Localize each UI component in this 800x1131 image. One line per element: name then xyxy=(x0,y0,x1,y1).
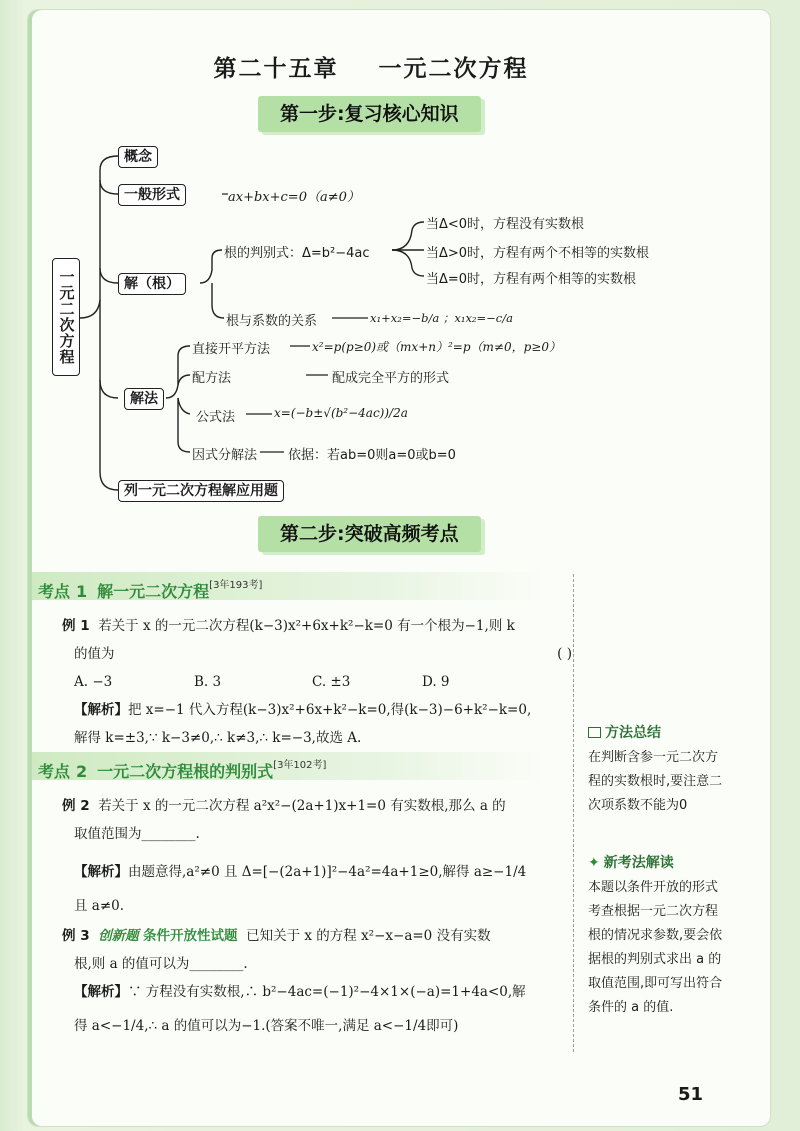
example-2-analysis-1: 由题意得,a²≠0 且 Δ=[−(2a+1)]²−4a²=4a+1≥0,解得 a≥−1/4 xyxy=(128,864,527,880)
discriminant-case-3: 当Δ=0时，方程有两个相等的实数根 xyxy=(426,272,637,287)
vieta-formula: x₁+x₂=−b/a ；x₁x₂=−c/a xyxy=(370,311,513,325)
kaodian-1-tag: [3年193考] xyxy=(209,580,263,591)
kaodian-1-label: 考点 xyxy=(38,582,71,601)
method-3: 公式法 xyxy=(196,410,236,425)
example-1-label: 例 1 xyxy=(62,618,90,634)
example-2-line2: 取值范围为________. xyxy=(74,826,200,842)
vieta-label: 根与系数的关系 xyxy=(226,314,318,329)
kaodian-2-num: 2 xyxy=(76,762,88,781)
step2-banner: 第二步:突破高频考点 xyxy=(258,516,481,552)
example-3-line1: 已知关于 x 的方程 x²−x−a=0 没有实数 xyxy=(246,928,491,944)
method-summary-text: 在判断含参一元二次方程的实数根时,要注意二次项系数不能为0 xyxy=(588,750,723,813)
example-3-creative-tag: 创新题 xyxy=(98,928,139,944)
example-2-analysis-label: 【解析】 xyxy=(74,864,128,880)
kaodian-2-title: 一元二次方程根的判别式 xyxy=(97,762,274,781)
example-1-option-b: B. 3 xyxy=(194,674,222,690)
method-4-desc: 依据：若ab=0则a=0或b=0 xyxy=(288,448,456,463)
example-3-analysis-label: 【解析】 xyxy=(74,984,128,1000)
example-1-option-a: A. −3 xyxy=(74,674,113,690)
kaodian-2-header xyxy=(32,752,544,780)
discriminant: 根的判别式：Δ=b²−4ac xyxy=(224,246,370,261)
method-summary-heading xyxy=(588,722,661,742)
node-general-form: 一般形式 xyxy=(118,184,186,206)
example-3-line2: 根,则 a 的值可以为________. xyxy=(74,956,248,972)
example-3 xyxy=(62,922,572,1040)
node-application: 列一元二次方程解应用题 xyxy=(118,480,284,502)
book-icon xyxy=(588,727,601,738)
example-3-analysis-1: ∵ 方程没有实数根,∴ b²−4ac=(−1)²−4×1×(−a)=1+4a<0,解 xyxy=(128,984,526,1000)
example-3-analysis-2: 得 a<−1/4,∴ a 的值可以为−1.(答案不唯一,满足 a<−1/4即可) xyxy=(74,1018,459,1034)
kaodian-2-tag: [3年102考] xyxy=(273,760,327,771)
method-2: 配方法 xyxy=(192,371,232,386)
method-4: 因式分解法 xyxy=(192,448,258,463)
kaodian-1-title: 解一元二次方程 xyxy=(97,582,210,601)
general-formula: ax+bx+c=0（a≠0） xyxy=(228,190,360,205)
example-1-analysis-label: 【解析】 xyxy=(74,702,128,718)
example-1 xyxy=(62,612,572,752)
mindmap-root-label: 一元二次方程 xyxy=(57,269,76,365)
mindmap-connectors xyxy=(0,0,800,520)
mindmap-root xyxy=(52,258,80,376)
example-1-analysis-2: 解得 k=±3,∵ k−3≠0,∴ k≠3,∴ k=−3,故选 A. xyxy=(74,730,362,746)
method-2-desc: 配成完全平方的形式 xyxy=(332,371,450,386)
method-1-formula: x²=p(p≥0)或（mx+n）²=p（m≠0，p≥0） xyxy=(312,340,561,354)
example-2-analysis-2: 且 a≠0. xyxy=(74,898,125,914)
example-3-label: 例 3 xyxy=(62,928,90,944)
page-number: 51 xyxy=(678,1084,704,1105)
kaodian-1-num: 1 xyxy=(76,582,88,601)
discriminant-case-2: 当Δ>0时，方程有两个不相等的实数根 xyxy=(426,246,650,261)
column-divider xyxy=(573,574,574,1052)
example-1-option-d: D. 9 xyxy=(422,674,450,690)
step1-banner: 第一步:复习核心知识 xyxy=(258,96,481,132)
example-1-line2: 的值为 xyxy=(74,646,115,662)
method-3-formula: x=(−b±√(b²−4ac))/2a xyxy=(274,406,408,420)
kaodian-1-header xyxy=(32,572,544,600)
example-2-line1: 若关于 x 的一元二次方程 a²x²−(2a+1)x+1=0 有实数根,那么 a 的 xyxy=(98,798,506,814)
discriminant-case-1: 当Δ<0时，方程没有实数根 xyxy=(426,217,585,232)
example-2-label: 例 2 xyxy=(62,798,90,814)
example-1-line1: 若关于 x 的一元二次方程(k−3)x²+6x+k²−k=0 有一个根为−1,则 k xyxy=(98,618,515,634)
node-methods: 解法 xyxy=(124,388,164,410)
node-concept: 概念 xyxy=(118,146,158,168)
example-1-analysis-1: 把 x=−1 代入方程(k−3)x²+6x+k²−k=0,得(k−3)−6+k²−k=0, xyxy=(128,702,532,718)
chapter-title: 第二十五章 一元二次方程 xyxy=(213,56,529,82)
new-method-title: 新考法解读 xyxy=(603,855,674,871)
example-1-answer-paren: ( ) xyxy=(557,646,572,662)
method-1: 直接开平方法 xyxy=(192,342,271,357)
kaodian-2-label: 考点 xyxy=(38,762,71,781)
example-2 xyxy=(62,792,572,920)
new-method-text: 本题以条件开放的形式考查根据一元二次方程根的情况求参数,要会依据根的判别式求出 a 的取值范围,即可写出符合条件的 a 的值. xyxy=(588,880,723,1015)
lightbulb-icon: ✦ xyxy=(588,855,600,871)
example-3-subtag: 条件开放性试题 xyxy=(142,928,238,944)
new-method-heading xyxy=(588,852,674,872)
method-summary-title: 方法总结 xyxy=(605,725,661,741)
node-solution-root: 解（根） xyxy=(118,273,186,295)
example-1-option-c: C. ±3 xyxy=(312,674,351,690)
